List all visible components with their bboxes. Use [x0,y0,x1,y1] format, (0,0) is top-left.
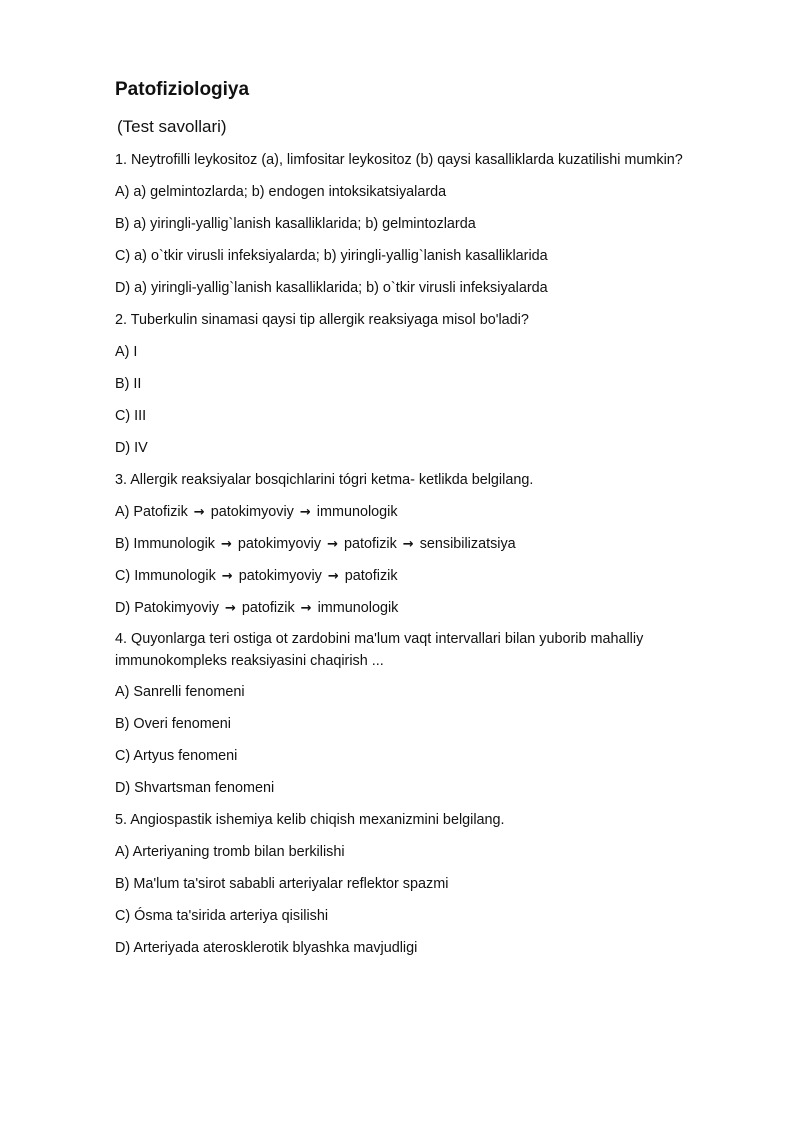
question-2-option-a: A) I [115,344,138,360]
question-4-option-b: B) Overi fenomeni [115,716,231,732]
question-4-option-c: C) Artyus fenomeni [115,748,238,764]
question-3-option-c [115,567,715,586]
option-step: patofizik [241,600,295,616]
question-1-option-a: A) a) gelmintozlarda; b) endogen intoksikatsiyalarda [115,184,447,200]
question-5-option-d: D) Arteriyada aterosklerotik blyashka mavjudligi [115,940,418,956]
option-step: immunologik [316,504,398,520]
option-step: sensibilizatsiya [419,536,516,552]
option-step: Patofizik [133,504,188,520]
option-step: Immunologik [133,536,215,552]
option-step: patokimyoviy [237,536,322,552]
question-1-option-d: D) a) yiringli-yallig`lanish kasalliklarida; b) o`tkir virusli infeksiyalarda [115,280,548,296]
option-prefix: C) [115,568,131,584]
option-step: patokimyoviy [238,568,322,584]
document-content [115,76,715,958]
question-5-option-c: C) Ósma ta'sirida arteriya qisilishi [115,908,329,924]
option-prefix: D) [115,600,131,616]
arrow-right-icon: → [402,537,414,552]
option-step: Immunologik [134,568,216,584]
question-4-option-d: D) Shvartsman fenomeni [115,780,275,796]
arrow-right-icon: → [327,537,338,552]
arrow-right-icon: → [299,505,311,520]
option-step: patofizik [343,536,397,552]
question-2-option-b: B) II [115,376,142,392]
document-title: Patofiziologiya [115,79,250,100]
arrow-right-icon: → [224,601,236,616]
document-subtitle: (Test savollari) [117,117,227,136]
question-3-option-d [115,599,715,618]
question-5-option-b: B) Ma'lum ta'sirot sababli arteriyalar reflektor spazmi [115,876,449,892]
option-prefix: B) [115,536,130,552]
question-2-option-c: C) III [115,408,147,424]
question-2-option-d: D) IV [115,440,148,456]
question-3-option-a [115,503,715,522]
arrow-right-icon: → [193,505,205,520]
question-3: 3. Allergik reaksiyalar bosqichlarini tógri ketma- ketlikda belgilang. [115,472,534,488]
question-5: 5. Angiospastik ishemiya kelib chiqish mexanizmini belgilang. [115,812,505,828]
option-step: patofizik [344,568,398,584]
option-step: immunologik [317,600,399,616]
question-2: 2. Tuberkulin sinamasi qaysi tip allergik reaksiyaga misol bo'ladi? [115,312,529,328]
question-5-option-a: A) Arteriyaning tromb bilan berkilishi [115,844,345,860]
question-1: 1. Neytrofilli leykositoz (a), limfositar leykositoz (b) qaysi kasalliklarda kuzatilishi mumkin? [115,152,683,168]
option-step: patokimyoviy [210,504,294,520]
arrow-right-icon: → [221,569,233,584]
option-step: Patokimyoviy [134,600,219,616]
question-1-option-b: B) a) yiringli-yallig`lanish kasalliklarida; b) gelmintozlarda [115,216,476,232]
question-1-option-c: C) a) o`tkir virusli infeksiyalarda; b) yiringli-yallig`lanish kasalliklarida [115,248,548,264]
arrow-right-icon: → [220,537,232,552]
question-4: 4. Quyonlarga teri ostiga ot zardobini ma'lum vaqt intervallari bilan yuborib mahalliy immunokompleks reaksiyasini chaqirish ... [115,631,644,669]
arrow-right-icon: → [300,601,312,616]
arrow-right-icon: → [327,569,339,584]
question-3-option-b [115,535,715,554]
question-4-option-a: A) Sanrelli fenomeni [115,684,245,700]
option-prefix: A) [115,504,130,520]
